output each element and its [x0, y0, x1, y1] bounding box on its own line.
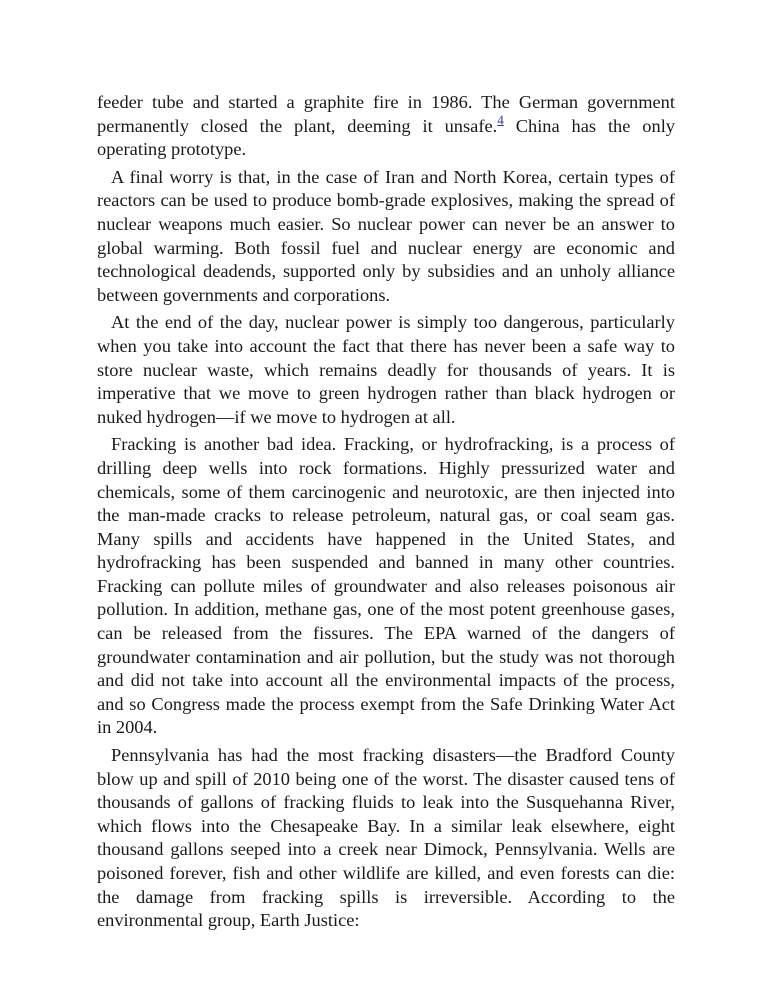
paragraph-text: China has the only operating prototype. [97, 115, 676, 160]
paragraph-continuation [97, 91, 675, 162]
paragraph: A final worry is that, in the case of Iran and North Korea, certain types of reactors can be used to produce bomb-grade explosives, making the spread of nuclear weapons much easier. So nuclear power can never be an answer to global warming. Both fossil fuel and nuclear energy are economic and technological deadends, supported only by subsidies and an unholy alliance between governments and corporations. [97, 166, 675, 305]
paragraph: Fracking is another bad idea. Fracking, or hydrofracking, is a process of drilling deep wells into rock formations. Highly pressurized water and chemicals, some of them carcinogenic and neurotoxic, are then injected into the man-made cracks to release petroleum, natural gas, or coal seam gas. Many spills and accidents have happened in the United States, and hydrofracking has been suspended and banned in many other countries. Fracking can pollute miles of groundwater and also releases poisonous air pollution. In addition, methane gas, one of the most potent greenhouse gases, can be released from the fissures. The EPA warned of the dangers of groundwater contamination and air pollution, but the study was not thorough and did not take into account all the environmental impacts of the process, and so Congress made the process exempt from the Safe Drinking Water Act in 2004. [97, 434, 675, 738]
document-page [97, 91, 675, 937]
paragraph: Pennsylvania has had the most fracking disasters—the Bradford County blow up and spill of 2010 being one of the worst. The disaster caused tens of thousands of gallons of fracking fluids to leak into the Susquehanna River, which flows into the Chesapeake Bay. In a similar leak elsewhere, eight thousand gallons seeped into a creek near Dimock, Pennsylvania. Wells are poisoned forever, fish and other wildlife are killed, and even forests can die: the damage from fracking spills is irreversible. According to the environmental group, Earth Justice: [97, 745, 675, 931]
footnote-reference-link[interactable]: 4 [497, 112, 504, 128]
paragraph: At the end of the day, nuclear power is simply too dangerous, particularly when you take into account the fact that there has never been a safe way to store nuclear waste, which remains deadly for thousands of years. It is imperative that we move to green hydrogen rather than black hydrogen or nuked hydrogen—if we move to hydrogen at all. [97, 312, 675, 427]
paragraph-text: feeder tube and started a graphite fire in 1986. The German government permanently closed the plant, deeming it unsafe. [97, 92, 675, 136]
